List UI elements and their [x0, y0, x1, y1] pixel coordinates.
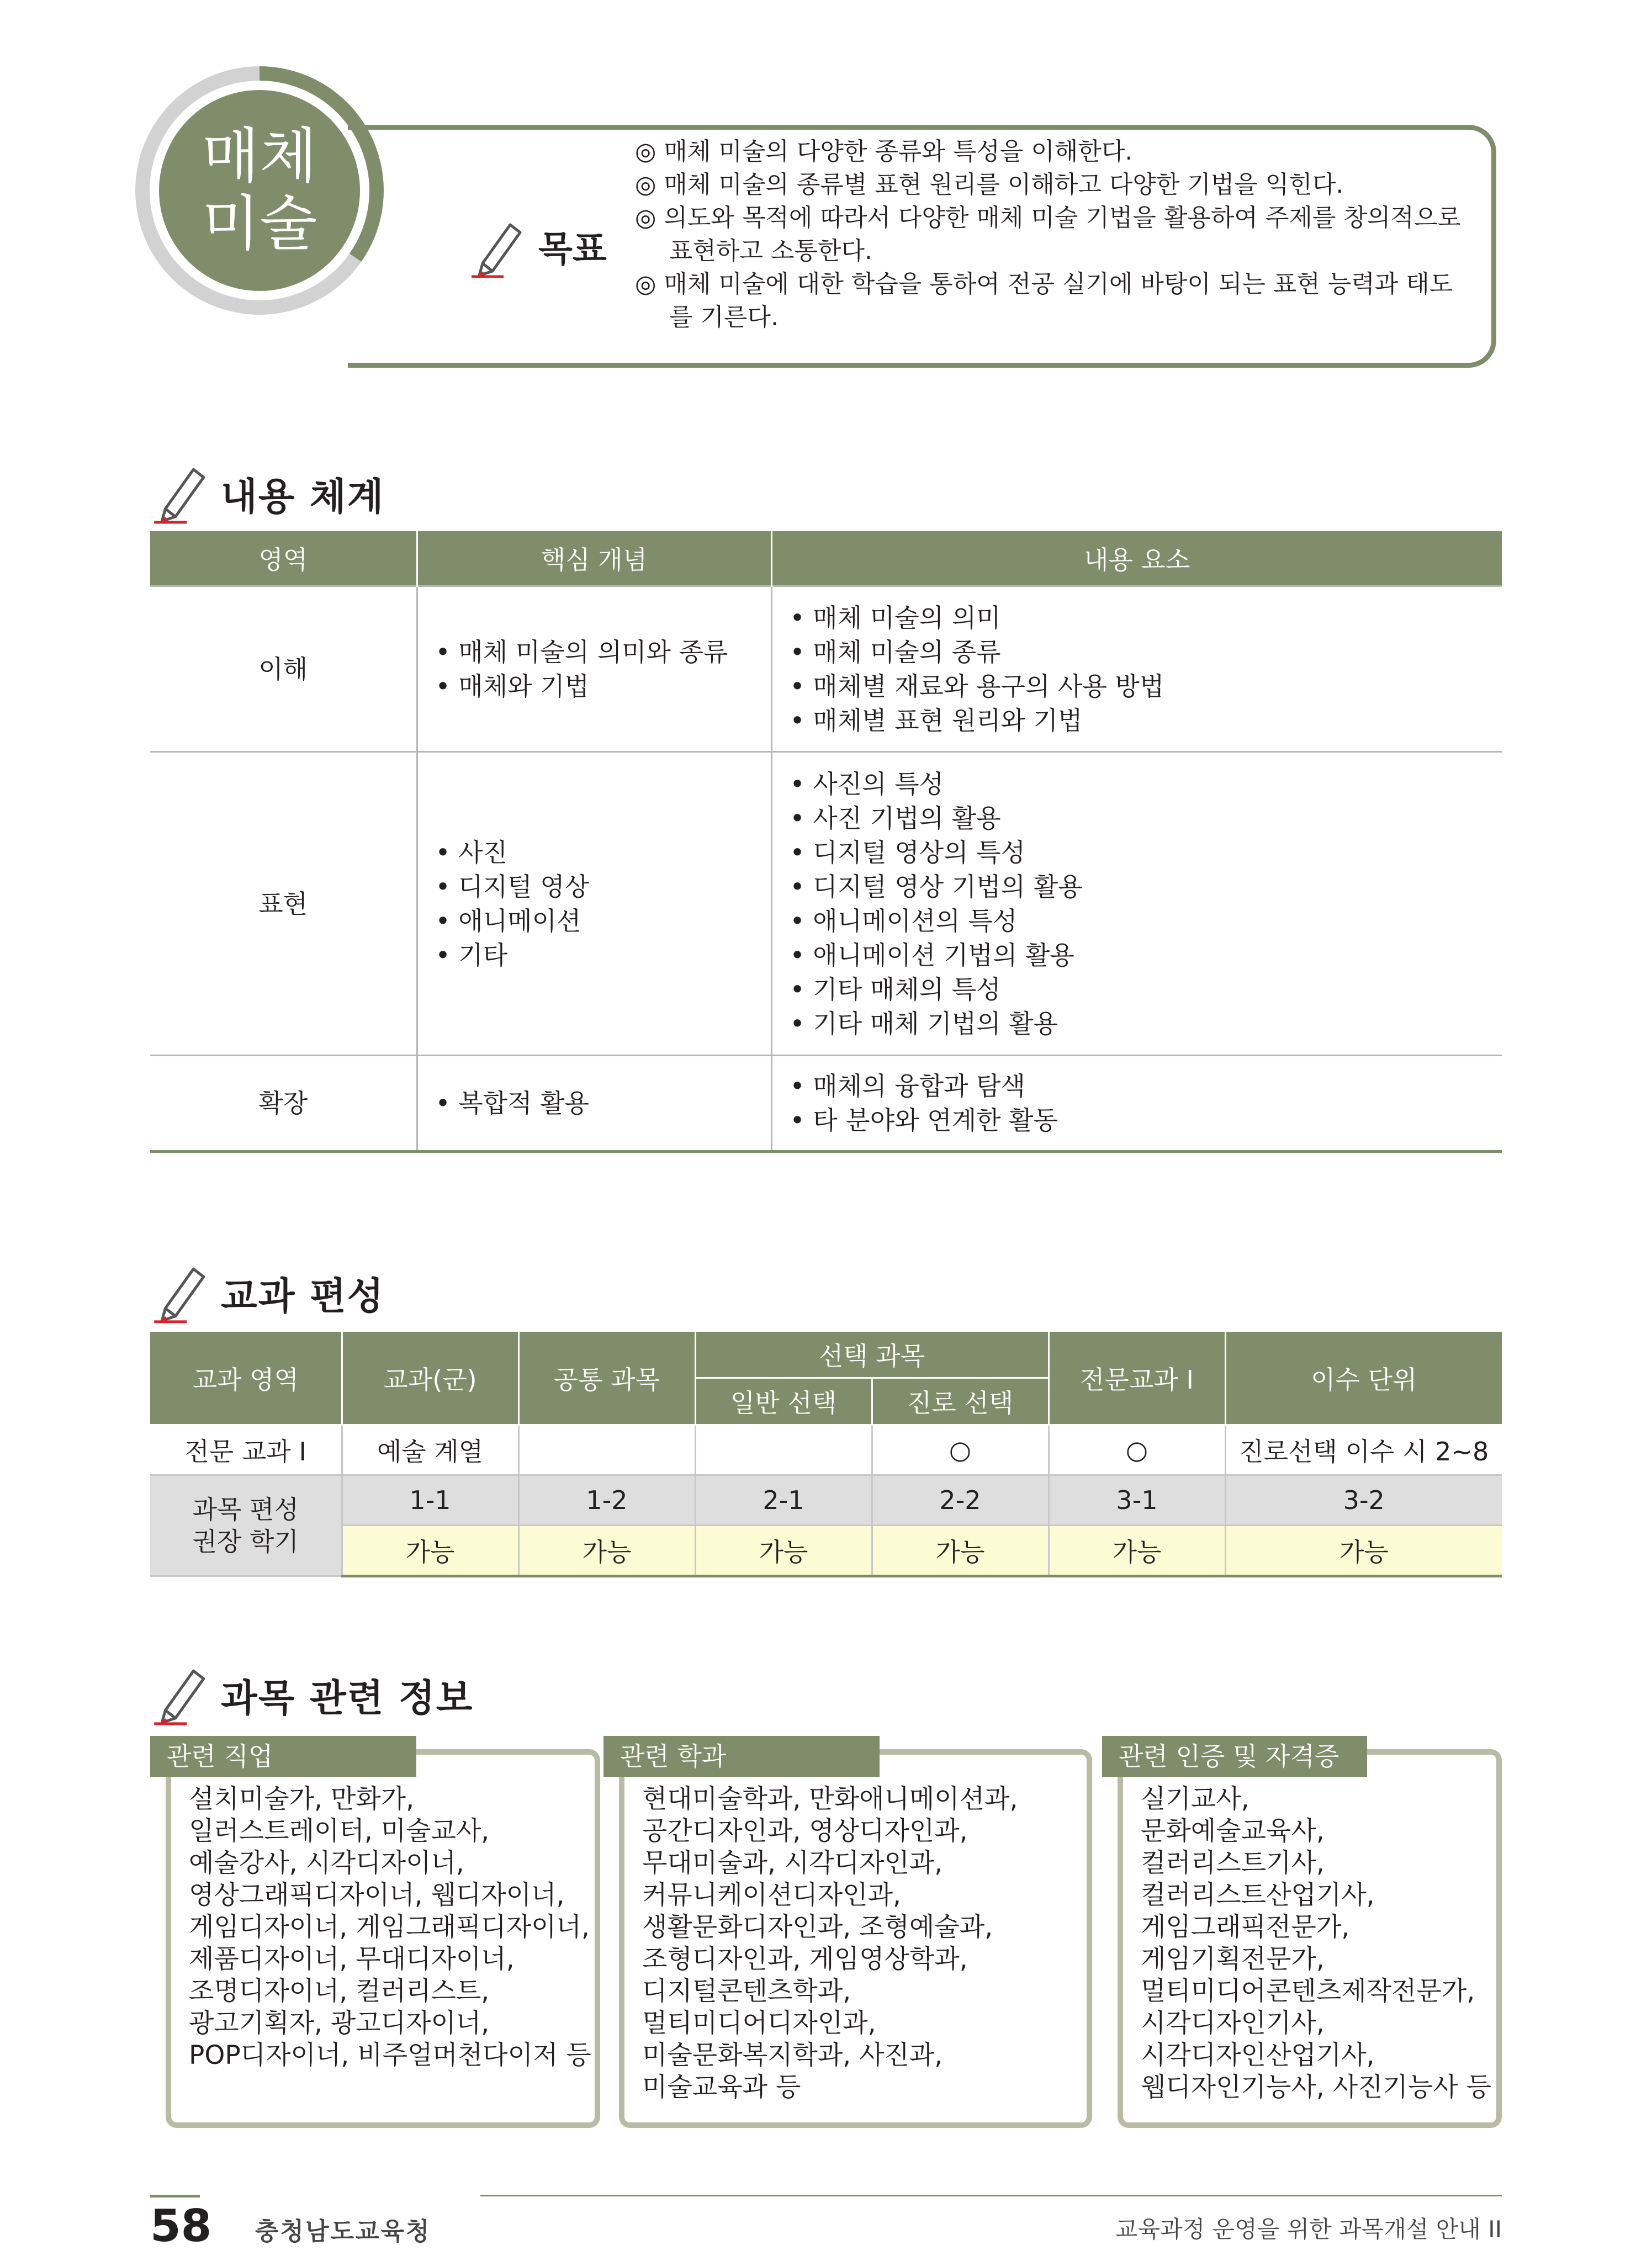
cell-semester: 3-2: [1225, 1475, 1502, 1526]
list-item: • 기타 매체의 특성: [790, 972, 1502, 1007]
cell-area: 전문 교과 I: [150, 1425, 342, 1475]
list-item: 생활문화디자인과, 조형예술과,: [642, 1912, 993, 1942]
element-cell: [771, 1056, 1502, 1152]
table-row: [150, 1056, 1502, 1152]
cell-availability: 가능: [1049, 1526, 1225, 1576]
related-certificates-box: [1102, 1736, 1502, 2128]
area-cell: 표현: [150, 752, 417, 1056]
list-item: 커뮤니케이션디자인과,: [642, 1880, 901, 1910]
goals-label: 목표: [538, 229, 607, 270]
related-departments-box: [603, 1736, 1092, 2128]
table-row: [150, 1425, 1502, 1475]
list-item: 게임기획전문가,: [1141, 1944, 1325, 1974]
list-item: 무대미술과, 시각디자인과,: [642, 1848, 943, 1878]
list-item: • 디지털 영상: [436, 870, 771, 904]
header-general: 일반 선택: [695, 1378, 872, 1425]
list-item: 영상그래픽디자이너, 웹디자이너,: [189, 1880, 565, 1910]
section-title: 내용 체계: [221, 475, 385, 519]
list-item: • 애니메이션: [436, 904, 771, 938]
header-units: 이수 단위: [1225, 1332, 1502, 1425]
list-item: 공간디자인과, 영상디자인과,: [642, 1816, 968, 1846]
table-row: [150, 1475, 1502, 1526]
goal-item: ◎ 매체 미술에 대한 학습을 통하여 전공 실기에 바탕이 되는 표현 능력과 태도를 기른다.: [635, 270, 1453, 331]
cell-availability: 가능: [695, 1526, 872, 1576]
list-item: • 사진: [436, 835, 771, 870]
header-area: 교과 영역: [150, 1332, 342, 1425]
list-item: 제품디자이너, 무대디자이너,: [189, 1944, 515, 1974]
header-elective: 선택 과목: [695, 1332, 1049, 1378]
list-item: • 기타: [436, 938, 771, 972]
header-content-element: 내용 요소: [771, 531, 1502, 586]
pencil-icon: [150, 463, 212, 525]
list-item: 조형디자인과, 게임영상학과,: [642, 1944, 968, 1974]
header-specialized: 전문교과 I: [1049, 1332, 1225, 1425]
list-item: 미술교육과 등: [642, 2072, 801, 2103]
list-item: • 매체 미술의 의미: [790, 601, 1502, 635]
list-item: • 디지털 영상의 특성: [790, 835, 1502, 870]
list-item: 시각디자인산업기사,: [1141, 2040, 1375, 2071]
list-item: 웹디자인기능사, 사진기능사 등: [1141, 2072, 1492, 2103]
cell-group: 예술 계열: [342, 1425, 518, 1475]
cell-availability: 가능: [518, 1526, 695, 1576]
element-cell: [771, 586, 1502, 752]
list-item: 게임디자이너, 게임그래픽디자이너,: [189, 1912, 590, 1942]
related-departments-label: 관련 학과: [603, 1736, 880, 1777]
table-header-row: [150, 531, 1502, 586]
list-item: 컬러리스트산업기사,: [1141, 1880, 1375, 1910]
header-group: 교과(군): [342, 1332, 518, 1425]
list-item: • 타 분야와 연계한 활동: [790, 1103, 1502, 1137]
footer-divider: [150, 2195, 200, 2198]
list-item: 컬러리스트기사,: [1141, 1848, 1325, 1878]
section-title: 교과 편성: [221, 1274, 385, 1319]
concept-cell: [417, 1056, 771, 1152]
section-heading-related-info: [150, 1664, 473, 1726]
semester-label-line1: 과목 편성: [192, 1495, 299, 1524]
list-item: • 매체별 표현 원리와 기법: [790, 703, 1502, 738]
table-row: [150, 586, 1502, 752]
list-item: • 매체 미술의 의미와 종류: [436, 635, 771, 669]
goal-item: ◎ 매체 미술의 다양한 종류와 특성을 이해한다.: [635, 137, 1133, 166]
header-career: 진로 선택: [872, 1378, 1049, 1425]
cell-semester: 3-1: [1049, 1475, 1225, 1526]
list-item: 멀티미디어디자인과,: [642, 2008, 876, 2038]
list-item: • 애니메이션 기법의 활용: [790, 938, 1502, 972]
goal-item: ◎ 의도와 목적에 따라서 다양한 매체 미술 기법을 활용하여 주제를 창의적으로 표현하고 소통한다.: [635, 204, 1461, 265]
list-item: • 사진의 특성: [790, 767, 1502, 801]
section-heading-content-system: [150, 463, 384, 525]
cell-common: [518, 1425, 695, 1475]
cell-semester-label: [150, 1475, 342, 1576]
pencil-icon: [150, 1262, 212, 1324]
header-area: 영역: [150, 531, 417, 586]
cell-semester: 1-2: [518, 1475, 695, 1526]
cell-semester: 2-1: [695, 1475, 872, 1526]
list-item: • 사진 기법의 활용: [790, 801, 1502, 835]
cell-units: 진로선택 이수 시 2~8: [1225, 1425, 1502, 1475]
list-item: 조명디자이너, 컬러리스트,: [189, 1976, 490, 2006]
guide-title: 교육과정 운영을 위한 과목개설 안내 II: [1115, 2216, 1502, 2243]
cell-career: ○: [872, 1425, 1049, 1475]
content-system-table: [150, 531, 1502, 1153]
list-item: • 복합적 활용: [436, 1086, 771, 1120]
list-item: 문화예술교육사,: [1141, 1816, 1325, 1846]
list-item: 광고기획자, 광고디자이너,: [189, 2008, 490, 2038]
table-row: [150, 752, 1502, 1056]
curriculum-table: [150, 1332, 1502, 1577]
pencil-icon: [470, 218, 526, 279]
list-item: • 애니메이션의 특성: [790, 904, 1502, 938]
cell-availability: 가능: [342, 1526, 518, 1576]
list-item: 게임그래픽전문가,: [1141, 1912, 1350, 1942]
list-item: • 매체별 재료와 용구의 사용 방법: [790, 669, 1502, 703]
list-item: 실기교사,: [1141, 1784, 1249, 1814]
list-item: 미술문화복지학과, 사진과,: [642, 2040, 943, 2071]
concept-cell: [417, 752, 771, 1056]
cell-semester: 2-2: [872, 1475, 1049, 1526]
related-certificates-label: 관련 인증 및 자격증: [1102, 1736, 1367, 1777]
list-item: 디지털콘텐츠학과,: [642, 1976, 851, 2006]
list-item: 일러스트레이터, 미술교사,: [189, 1816, 490, 1846]
cell-availability: 가능: [1225, 1526, 1502, 1576]
concept-cell: [417, 586, 771, 752]
section-heading-curriculum: [150, 1262, 384, 1324]
related-certificates-list: [1141, 1783, 1491, 2104]
list-item: • 매체의 융합과 탐색: [790, 1069, 1502, 1103]
subject-badge: [159, 90, 360, 291]
list-item: 시각디자인기사,: [1141, 2008, 1325, 2038]
list-item: POP디자이너, 비주얼머천다이저 등: [189, 2040, 591, 2071]
page-number: 58: [150, 2200, 212, 2252]
cell-specialized: ○: [1049, 1425, 1225, 1475]
pencil-icon: [150, 1664, 212, 1726]
list-item: 멀티미디어콘텐츠제작전문가,: [1141, 1976, 1475, 2006]
semester-label-line2: 권장 학기: [192, 1527, 299, 1556]
related-jobs-list: [189, 1783, 591, 2072]
footer-divider: [480, 2195, 1502, 2196]
table-header-row: [150, 1332, 1502, 1378]
area-cell: 이해: [150, 586, 417, 752]
header-core-concept: 핵심 개념: [417, 531, 771, 586]
table-row: [150, 1526, 1502, 1576]
list-item: 현대미술학과, 만화애니메이션과,: [642, 1784, 1018, 1814]
related-jobs-box: [150, 1736, 600, 2128]
list-item: • 매체 미술의 종류: [790, 635, 1502, 669]
list-item: 설치미술가, 만화가,: [189, 1784, 415, 1814]
list-item: 예술강사, 시각디자이너,: [189, 1848, 464, 1878]
section-title: 과목 관련 정보: [221, 1676, 474, 1720]
badge-line1: 매체: [202, 122, 317, 191]
goal-item: ◎ 매체 미술의 종류별 표현 원리를 이해하고 다양한 기법을 익힌다.: [635, 171, 1344, 199]
publisher-name: 충청남도교육청: [255, 2217, 431, 2246]
badge-line2: 미술: [202, 189, 317, 258]
cell-general: [695, 1425, 872, 1475]
goals-list: [635, 135, 1474, 334]
list-item: • 기타 매체 기법의 활용: [790, 1007, 1502, 1041]
area-cell: 확장: [150, 1056, 417, 1152]
cell-semester: 1-1: [342, 1475, 518, 1526]
element-cell: [771, 752, 1502, 1056]
cell-availability: 가능: [872, 1526, 1049, 1576]
header-common: 공통 과목: [518, 1332, 695, 1425]
list-item: • 매체와 기법: [436, 669, 771, 703]
related-jobs-label: 관련 직업: [150, 1736, 416, 1777]
related-departments-list: [642, 1783, 1018, 2104]
list-item: • 디지털 영상 기법의 활용: [790, 870, 1502, 904]
